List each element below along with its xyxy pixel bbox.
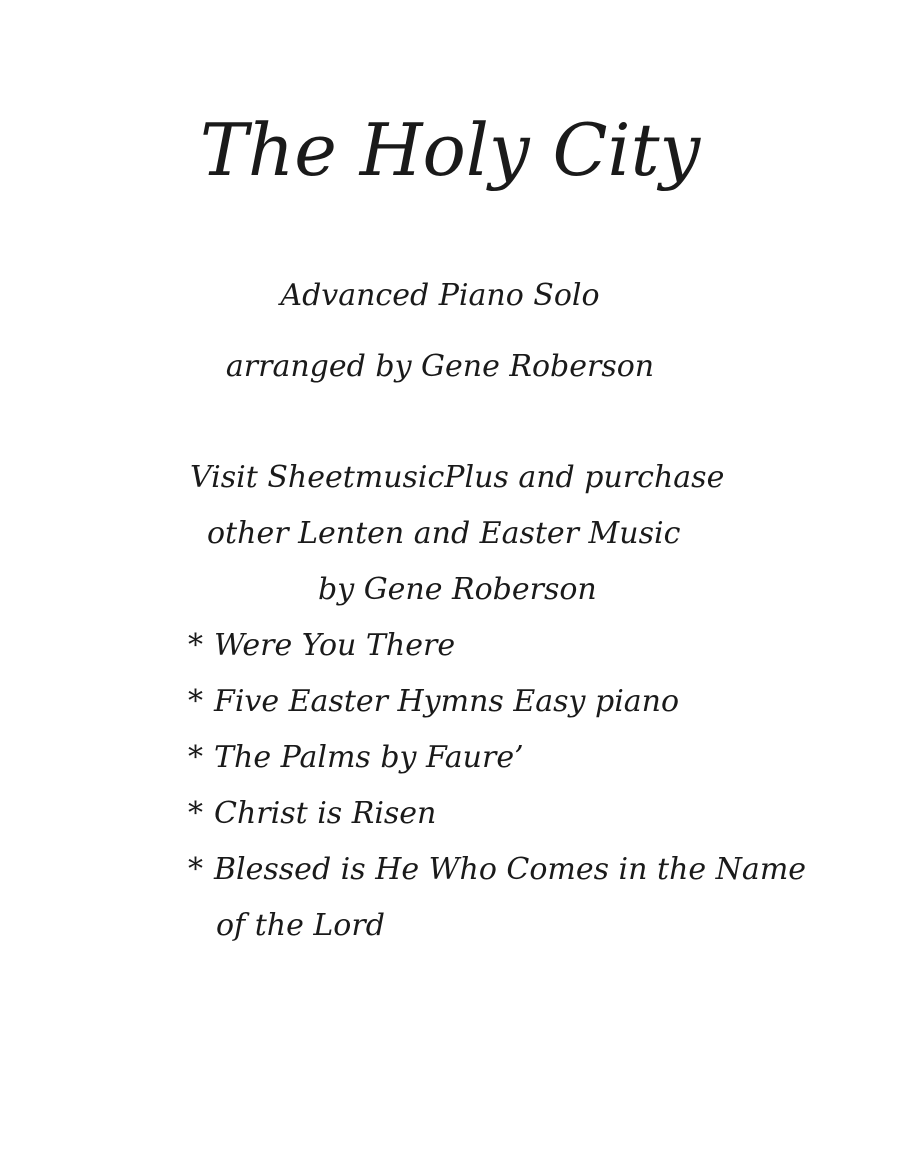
page-title: The Holy City bbox=[199, 108, 701, 192]
list-item-label: Blessed is He Who Comes in the Name bbox=[214, 852, 807, 887]
promo-line-1: Visit SheetmusicPlus and purchase bbox=[190, 460, 725, 495]
list-item-label: Were You There bbox=[214, 628, 456, 663]
bullet-marker: * bbox=[188, 628, 203, 663]
bullet-marker: * bbox=[188, 684, 203, 719]
promo-line-3: by Gene Roberson bbox=[318, 572, 597, 607]
list-item bbox=[188, 626, 455, 666]
promo-line-2: other Lenten and Easter Music bbox=[207, 516, 681, 551]
arranger-credit: arranged by Gene Roberson bbox=[225, 349, 655, 384]
list-item-continuation: of the Lord bbox=[216, 908, 385, 943]
bullet-marker: * bbox=[188, 740, 203, 775]
list-item-label: The Palms by Faure’ bbox=[214, 740, 524, 775]
bullet-marker: * bbox=[188, 796, 203, 831]
list-item bbox=[188, 682, 679, 722]
list-item-label: Five Easter Hymns Easy piano bbox=[214, 684, 680, 719]
list-item bbox=[188, 738, 524, 778]
subtitle: Advanced Piano Solo bbox=[280, 278, 600, 313]
list-item bbox=[188, 850, 806, 890]
list-item bbox=[188, 794, 436, 834]
bullet-marker: * bbox=[188, 852, 203, 887]
list-item-label: Christ is Risen bbox=[214, 796, 437, 831]
